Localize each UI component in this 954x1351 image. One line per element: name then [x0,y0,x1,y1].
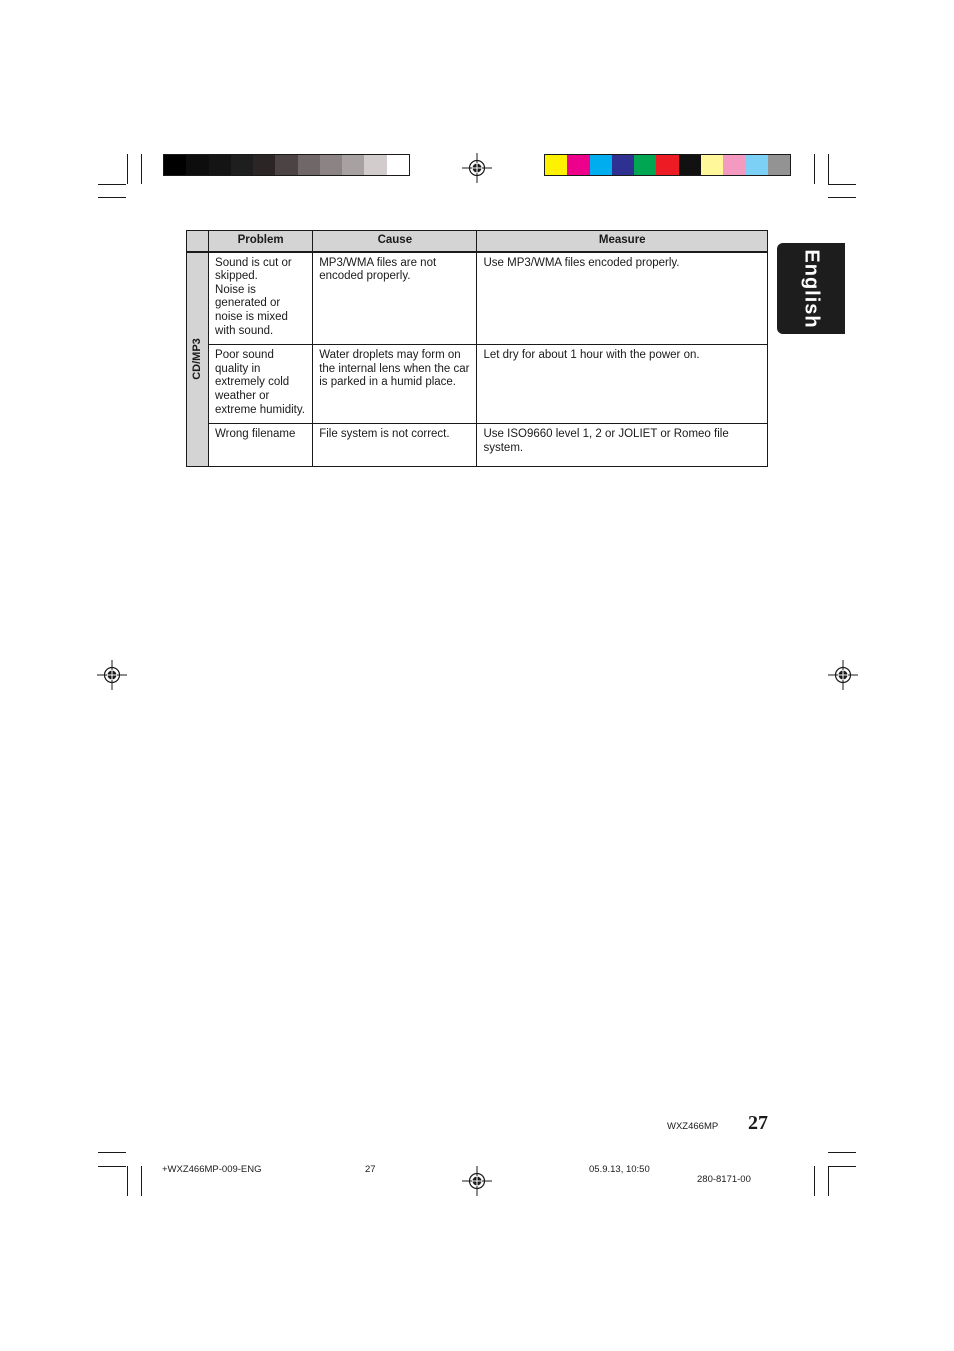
cause-cell: Water droplets may form on the internal lens when the car is parked in a humid place. [313,345,477,424]
color-swatch [634,155,656,175]
crop-mark [127,1166,128,1196]
color-swatch [164,155,186,175]
color-swatch [701,155,723,175]
color-swatch [253,155,275,175]
crop-mark [127,154,128,184]
measure-cell: Let dry for about 1 hour with the power on. [477,345,768,424]
crop-mark [814,1166,815,1196]
color-swatch [342,155,364,175]
crop-mark [814,154,815,184]
table-row [187,345,768,424]
crop-mark [98,197,126,198]
part-number: 280-8171-00 [697,1174,751,1185]
problem-cell: Poor sound quality in extremely cold weather or extreme humidity. [209,345,313,424]
color-swatch [656,155,678,175]
crop-mark [828,1166,829,1196]
table-row [187,424,768,467]
crop-mark [141,154,142,184]
color-swatch [612,155,634,175]
grayscale-color-bar [163,154,410,176]
crop-mark [141,1166,142,1196]
page-number: 27 [748,1112,768,1134]
registration-mark-icon [97,660,127,690]
category-cell [187,252,209,467]
problem-cell: Wrong filename [209,424,313,467]
header-measure: Measure [477,231,768,252]
color-swatch [745,155,767,175]
color-swatch [723,155,745,175]
file-name: +WXZ466MP-009-ENG [162,1164,262,1175]
header-cause: Cause [313,231,477,252]
table-header-row [187,231,768,252]
color-swatch [320,155,342,175]
color-swatch [275,155,297,175]
color-swatch [567,155,589,175]
crop-mark [828,1166,856,1167]
color-swatch [209,155,231,175]
cause-cell: File system is not correct. [313,424,477,467]
measure-cell: Use ISO9660 level 1, 2 or JOLIET or Romeo file system. [477,424,768,467]
registration-mark-icon [828,660,858,690]
color-swatch [545,155,567,175]
color-swatch [231,155,253,175]
color-swatch [590,155,612,175]
file-page-number: 27 [365,1164,376,1175]
problem-cell: Sound is cut or skipped. Noise is generated or noise is mixed with sound. [209,252,313,345]
color-swatch [679,155,701,175]
category-label: CD/MP3 [190,338,203,381]
crop-mark [828,197,856,198]
crop-mark [98,184,126,185]
crop-mark [98,1166,126,1167]
color-swatch [364,155,386,175]
crop-mark [98,1152,126,1153]
color-swatch [768,155,790,175]
cause-cell: MP3/WMA files are not encoded properly. [313,252,477,345]
color-swatch [298,155,320,175]
registration-mark-icon [462,153,492,183]
crop-mark [828,1152,856,1153]
language-tab [777,243,845,334]
header-problem: Problem [209,231,313,252]
crop-mark [828,154,829,184]
color-swatch [387,155,409,175]
troubleshooting-table [186,230,768,467]
crop-mark [828,184,856,185]
color-swatch [186,155,208,175]
registration-mark-icon [462,1166,492,1196]
language-tab-label: English [800,248,823,329]
measure-cell: Use MP3/WMA files encoded properly. [477,252,768,345]
header-blank-cell [187,231,209,252]
print-datetime: 05.9.13, 10:50 [589,1164,650,1175]
process-color-bar [544,154,791,176]
table-row [187,252,768,345]
model-name: WXZ466MP [667,1121,719,1132]
